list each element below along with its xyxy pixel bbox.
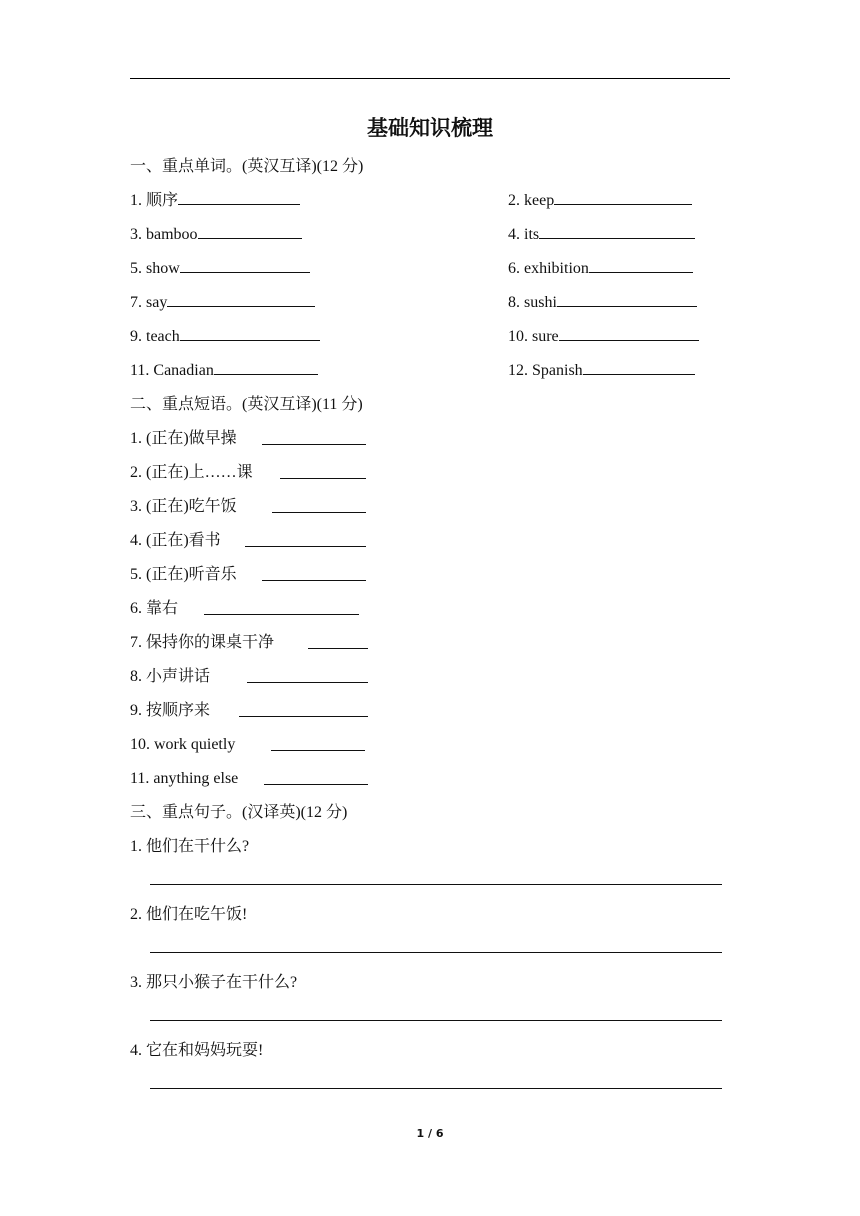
section-2-heading: 二、重点短语。(英汉互译)(11 分) [130, 396, 363, 413]
answer-blank[interactable] [198, 224, 302, 239]
vocab-item: 9. teach [130, 326, 320, 348]
phrase-item: 5. (正在)听音乐 [130, 566, 237, 583]
phrase-item: 2. (正在)上……课 [130, 464, 253, 481]
vocab-item: 11. Canadian [130, 360, 318, 382]
answer-blank[interactable] [239, 702, 368, 717]
page-title: 基础知识梳理 [367, 116, 493, 140]
answer-blank[interactable] [178, 190, 300, 205]
vocab-item: 4. its [508, 224, 695, 246]
vocab-item: 10. sure [508, 326, 699, 348]
vocab-item: 5. show [130, 258, 310, 280]
answer-blank[interactable] [554, 190, 692, 205]
answer-blank[interactable] [214, 360, 318, 375]
page-number: 1 / 6 [416, 1127, 444, 1140]
phrase-item: 10. work quietly [130, 736, 236, 753]
answer-blank[interactable] [583, 360, 695, 375]
sentence-item: 4. 它在和妈妈玩耍! [130, 1042, 264, 1059]
vocab-item: 12. Spanish [508, 360, 695, 382]
answer-blank[interactable] [539, 224, 695, 239]
answer-blank[interactable] [557, 292, 697, 307]
answer-blank[interactable] [167, 292, 315, 307]
sentence-item: 1. 他们在干什么? [130, 838, 250, 855]
phrase-item: 8. 小声讲话 [130, 668, 211, 685]
phrase-item: 4. (正在)看书 [130, 532, 221, 549]
sentence-item: 3. 那只小猴子在干什么? [130, 974, 298, 991]
phrase-item: 9. 按顺序来 [130, 702, 211, 719]
answer-blank[interactable] [308, 634, 368, 649]
answer-line[interactable] [150, 952, 722, 953]
section-3-heading: 三、重点句子。(汉译英)(12 分) [130, 804, 348, 821]
vocab-item: 6. exhibition [508, 258, 693, 280]
phrase-item: 11. anything else [130, 770, 239, 787]
vocab-item: 8. sushi [508, 292, 697, 314]
phrase-item: 1. (正在)做早操 [130, 430, 237, 447]
vocab-item: 2. keep [508, 190, 692, 212]
vocab-item: 7. say [130, 292, 315, 314]
answer-line[interactable] [150, 1088, 722, 1089]
answer-blank[interactable] [280, 464, 366, 479]
phrase-item: 3. (正在)吃午饭 [130, 498, 237, 515]
answer-line[interactable] [150, 884, 722, 885]
phrase-item: 7. 保持你的课桌干净 [130, 634, 275, 651]
answer-blank[interactable] [589, 258, 693, 273]
vocab-item: 3. bamboo [130, 224, 302, 246]
answer-line[interactable] [150, 1020, 722, 1021]
section-1-heading: 一、重点单词。(英汉互译)(12 分) [130, 158, 364, 175]
answer-blank[interactable] [262, 430, 366, 445]
answer-blank[interactable] [271, 736, 365, 751]
answer-blank[interactable] [204, 600, 359, 615]
answer-blank[interactable] [245, 532, 366, 547]
answer-blank[interactable] [247, 668, 368, 683]
answer-blank[interactable] [262, 566, 366, 581]
answer-blank[interactable] [180, 326, 320, 341]
sentence-item: 2. 他们在吃午饭! [130, 906, 248, 923]
answer-blank[interactable] [272, 498, 366, 513]
answer-blank[interactable] [180, 258, 310, 273]
phrase-item: 6. 靠右 [130, 600, 179, 617]
header-rule [130, 78, 730, 79]
answer-blank[interactable] [264, 770, 368, 785]
vocab-item: 1. 顺序 [130, 190, 300, 212]
answer-blank[interactable] [559, 326, 699, 341]
